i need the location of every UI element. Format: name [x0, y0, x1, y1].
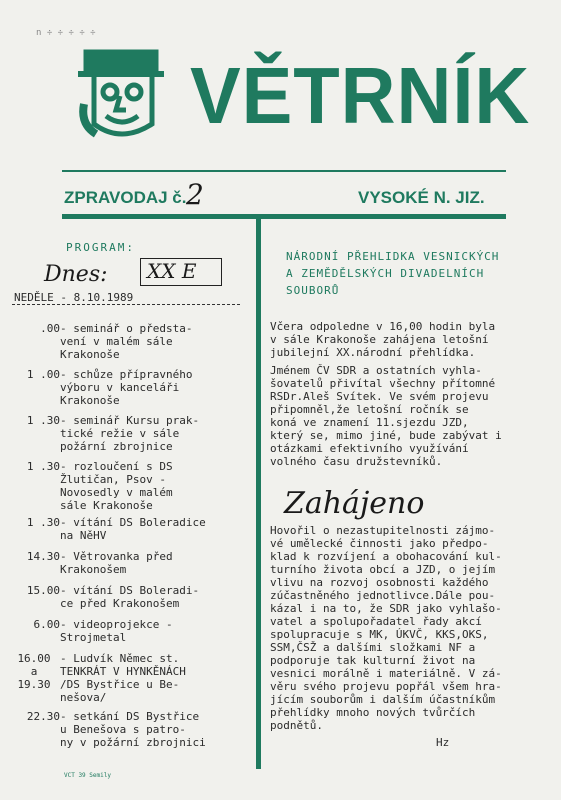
location: VYSOKÉ N. JIZ. [358, 188, 485, 207]
header-rule-bottom [62, 214, 506, 219]
newsletter-label: ZPRAVODAJ č. [64, 188, 187, 207]
today-label: Dnes: [44, 262, 108, 287]
program-heading: PROGRAM: [66, 241, 135, 254]
article-paragraph-1: Včera odpoledne v 16,00 hodin byla v sále Krakonoše zahájena letošní jubilejní XX.národní přehlídka. [270, 320, 496, 359]
header-rule-top [62, 170, 506, 172]
newsletter-title: VĚTRNÍK [190, 51, 531, 140]
article-paragraph-3: Hovořil o nezastupitelnosti zájmo- vé umělecké činnosti jako předpo- klad k rozvíjení a obohacování kul- turního života obcí a JZD, o jejím vlivu na rozvoj osobnosti každého zúčastněného jednotlivce.Dále pou- kázal i na to, že SDR jako vyhlašo- vatel a spolupořadatel řady akcí spolupracuje s MK, ÚKVČ, KKS,OKS, SSM,ČSŽ a dalšími složkami NF a podporuje tak kulturní život na vesnici morálně i materiálně. V zá- věru svého projevu popřál všem hra- jícím souborům i dalším účastníkům přehlídky mnoho nových tvůrčích podnětů. [270, 524, 502, 732]
program-day: NEDĚLE - 8.10.1989 [14, 291, 134, 304]
imprint: VCT 39 Semily [64, 772, 111, 779]
today-box: XX E [140, 258, 222, 286]
divider [12, 304, 240, 305]
corner-marks: n ÷ ÷ ÷ ÷ ÷ [36, 28, 96, 38]
column-divider [256, 219, 261, 769]
article-paragraph-2: Jménem ČV SDR a ostatních vyhla- šovatelů přivítal všechny přítomné RSDr.Aleš Svítek. Ve svém projevu připomněl,že letošní ročník se koná ve znamení 11.sjezdu JZD, který se, mimo jiné, bude zabývat i otázkami efektivního využívání volného času družstevníků. [270, 364, 502, 468]
author-signature: Hz [436, 736, 450, 749]
logo-face-icon [76, 44, 166, 144]
issue-number: 2 [186, 178, 204, 211]
handwritten-heading: Zahájeno [284, 486, 425, 521]
article-title: NÁRODNÍ PŘEHLIDKA VESNICKÝCH A ZEMĚDĚLSKÝCH DIVADELNÍCH SOUBORŮ [286, 250, 500, 297]
